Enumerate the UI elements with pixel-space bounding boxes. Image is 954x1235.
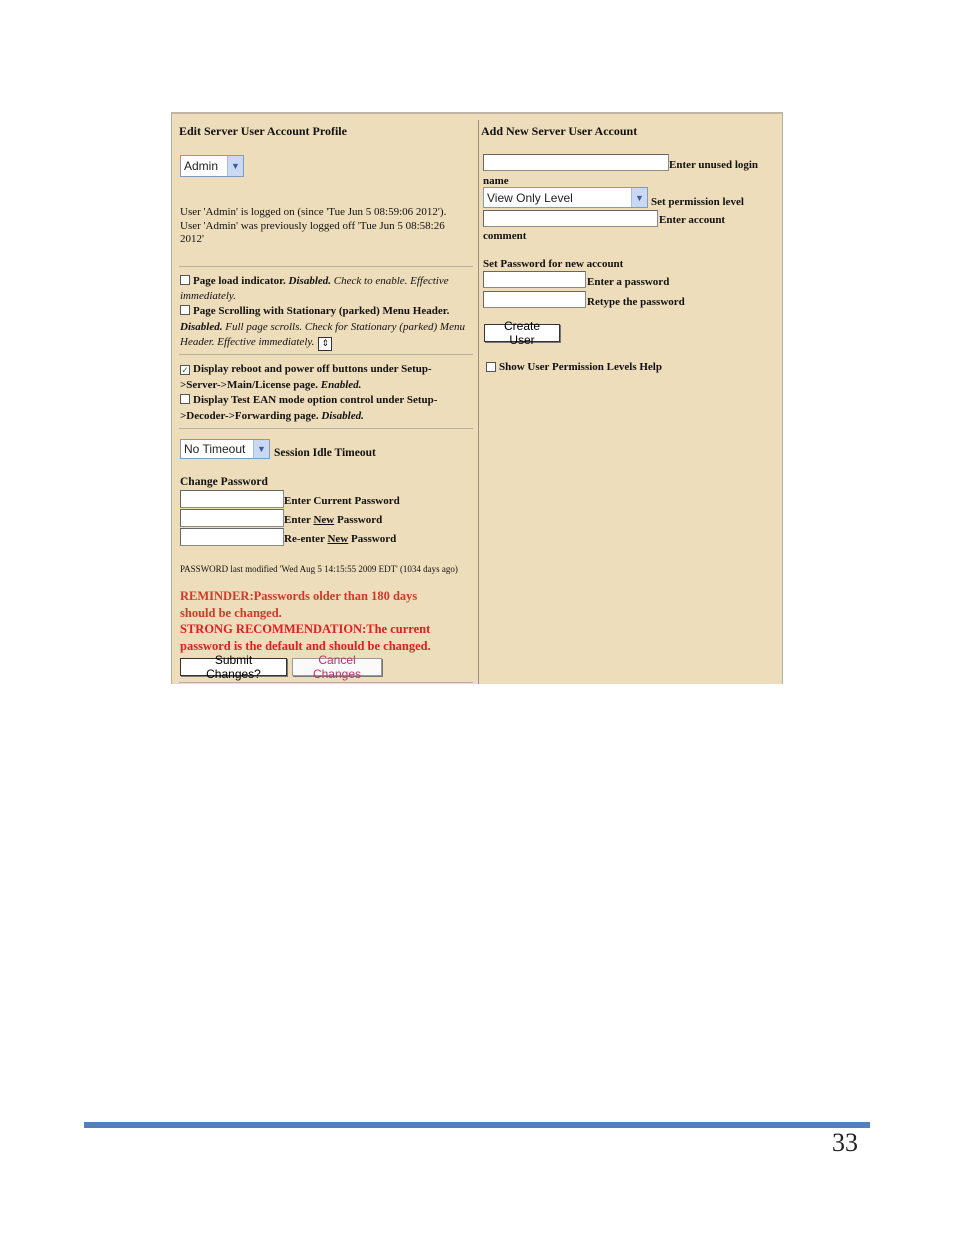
logon-status [180,206,455,247]
strong-recommendation-text: STRONG RECOMMENDATION:The current password is the default and should be changed. [180,622,431,653]
ean-checkbox[interactable] [180,394,190,404]
column-divider [478,120,479,684]
password-modified-note: PASSWORD last modified 'Wed Aug 5 14:15:55 2009 EDT' (1034 days ago) [180,564,458,574]
reboot-option [180,362,472,393]
permission-help-checkbox[interactable] [486,362,496,372]
reboot-state: Enabled. [320,378,362,391]
new-password-label [284,513,382,527]
account-comment-label: Enter account comment [483,214,726,242]
page-load-note: Check to enable. Effective immediately. [180,275,449,302]
reboot-label: Display reboot and power off buttons under Setup->Server->Main/License page. [180,363,432,391]
chevron-down-icon: ▼ [227,156,243,176]
new-password-input[interactable] [180,509,284,527]
timeout-select-value: No Timeout [184,442,246,456]
new-password-label-prefix: Enter [284,514,314,526]
retype-password-input[interactable] [483,291,586,308]
screenshot-frame [171,112,783,684]
separator [179,428,473,429]
reenter-password-input[interactable] [180,528,284,546]
set-password-heading: Set Password for new account [483,258,624,270]
new-password-label-suffix: Password [334,514,383,526]
retype-password-label: Retype the password [587,296,685,308]
separator [179,354,473,355]
timeout-select[interactable] [180,439,270,459]
permission-select[interactable] [483,187,648,208]
timeout-label: Session Idle Timeout [274,447,376,459]
change-password-heading: Change Password [180,476,268,488]
new-account-password-input[interactable] [483,271,586,288]
new-word: New [327,533,349,545]
chevron-down-icon: ▼ [631,188,647,207]
page-load-option [180,274,472,304]
page-load-label: Page load indicator. [193,275,286,287]
permission-label: Set permission level [651,196,744,208]
page-scroll-note: Full page scrolls. Check for Stationary (parked) Menu Header. Effective immediately. [180,320,465,348]
page-scroll-checkbox[interactable] [180,305,190,315]
reboot-checkbox[interactable]: ✓ [181,365,189,375]
ean-option [180,393,472,424]
scroll-help-icon[interactable]: ⇕ [318,337,332,351]
ean-state: Disabled. [321,409,364,422]
create-user-button[interactable]: Create User [484,324,560,342]
logon-status-line1: User 'Admin' is logged on (since 'Tue Jun 5 08:59:06 2012'). [180,206,447,218]
edit-profile-header: Edit Server User Account Profile [179,124,347,138]
chevron-down-icon: ▼ [253,440,269,458]
page-scroll-state: Disabled. [180,320,223,333]
ean-label: Display Test EAN mode option control under Setup->Decoder->Forwarding page. [180,394,438,422]
separator [179,266,473,267]
footer-rule [84,1122,870,1128]
permission-help-label: Show User Permission Levels Help [499,361,662,373]
page-load-state: Disabled. [288,275,332,287]
login-name-label: Enter unused login name [483,159,759,187]
reenter-label-prefix: Re-enter [284,533,328,545]
logon-status-line2: User 'Admin' was previously logged off 'Tue Jun 5 08:58:26 2012' [180,219,445,245]
page-load-checkbox[interactable] [180,275,190,285]
reenter-label-suffix: Password [348,533,397,545]
user-select[interactable] [180,155,244,177]
page-scroll-label: Page Scrolling with Stationary (parked) Menu Header. [193,305,450,317]
cancel-changes-button[interactable]: Cancel Changes [292,658,382,676]
permission-select-value: View Only Level [487,190,573,205]
enter-password-label: Enter a password [587,276,670,288]
current-password-input[interactable] [180,490,284,508]
new-word: New [313,514,335,526]
user-select-value: Admin [184,159,219,173]
page-scroll-option [180,304,472,351]
page-number: 33 [832,1128,858,1157]
reminder-text: REMINDER:Passwords older than 180 days should be changed. [180,589,418,620]
separator [179,682,473,683]
submit-changes-button[interactable]: Submit Changes? [180,658,287,676]
add-user-header: Add New Server User Account [481,124,638,138]
reenter-password-label [284,532,396,546]
current-password-label: Enter Current Password [284,495,400,507]
